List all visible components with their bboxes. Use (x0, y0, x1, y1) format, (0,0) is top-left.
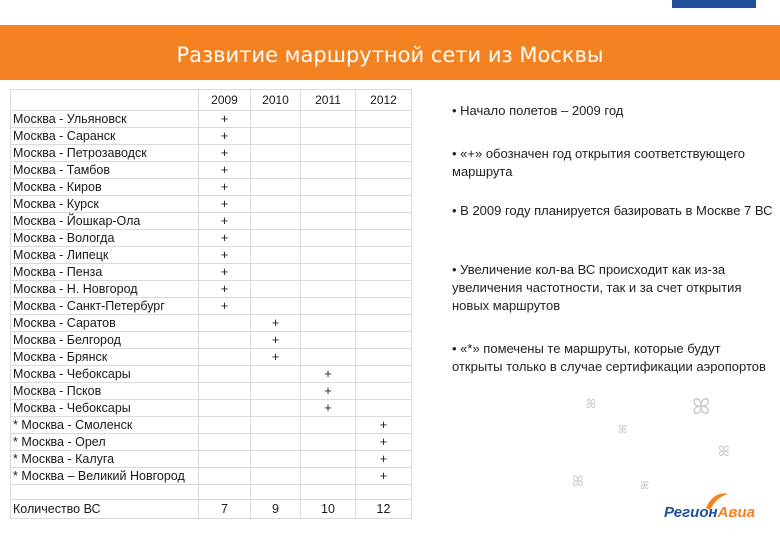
year-mark (301, 230, 356, 247)
year-mark (251, 128, 301, 145)
year-mark (301, 298, 356, 315)
route-name: Москва - Вологда (11, 230, 199, 247)
year-mark (251, 247, 301, 264)
table-header-2009: 2009 (199, 90, 251, 111)
year-mark (301, 264, 356, 281)
year-mark: + (251, 315, 301, 332)
year-mark (356, 349, 412, 366)
route-name: Москва - Саратов (11, 315, 199, 332)
route-name: Москва - Йошкар-Ола (11, 213, 199, 230)
table-header-route (11, 90, 199, 111)
note-fleet-growth: • Увеличение кол-ва ВС происходит как из-за увеличения частотности, так и за счет открытия новых маршрутов (452, 262, 742, 313)
table-row (11, 315, 412, 332)
route-name: Москва - Ульяновск (11, 111, 199, 128)
year-mark (301, 315, 356, 332)
year-mark: + (199, 264, 251, 281)
year-mark (356, 111, 412, 128)
table-row (11, 111, 412, 128)
year-mark (301, 247, 356, 264)
year-mark (301, 451, 356, 468)
table-row (11, 145, 412, 162)
total-value: 10 (301, 500, 356, 519)
year-mark (301, 145, 356, 162)
table-row (11, 298, 412, 315)
year-mark (356, 315, 412, 332)
year-mark (301, 196, 356, 213)
table-row (11, 281, 412, 298)
table-row (11, 400, 412, 417)
butterfly-icon: ꕤ (718, 444, 730, 460)
year-mark (356, 179, 412, 196)
year-mark (301, 162, 356, 179)
route-name: Москва - Петрозаводск (11, 145, 199, 162)
logo-text (664, 504, 755, 521)
year-mark (356, 366, 412, 383)
year-mark (251, 179, 301, 196)
year-mark (251, 468, 301, 485)
butterfly-icon: ꕤ (640, 479, 650, 492)
year-mark: + (199, 128, 251, 145)
year-mark (199, 434, 251, 451)
empty-cell (199, 485, 251, 500)
table-row (11, 230, 412, 247)
route-name: * Москва - Смоленск (11, 417, 199, 434)
table-row (11, 332, 412, 349)
route-name: * Москва – Великий Новгород (11, 468, 199, 485)
year-mark: + (356, 468, 412, 485)
spacer-row (11, 485, 412, 500)
year-mark: + (356, 451, 412, 468)
table-row (11, 247, 412, 264)
total-row (11, 500, 412, 519)
year-mark (356, 383, 412, 400)
year-mark: + (301, 366, 356, 383)
note-start-date: • Начало полетов – 2009 год (452, 103, 624, 118)
year-mark (251, 366, 301, 383)
year-mark (199, 400, 251, 417)
table-row (11, 366, 412, 383)
year-mark (301, 213, 356, 230)
empty-cell (11, 485, 199, 500)
note-plus-meaning: • «+» обозначен год открытия соответствующего маршрута (452, 146, 746, 179)
year-mark (301, 434, 356, 451)
year-mark: + (356, 417, 412, 434)
year-mark: + (199, 230, 251, 247)
total-value: 9 (251, 500, 301, 519)
year-mark (199, 383, 251, 400)
year-mark (251, 400, 301, 417)
route-name: Москва - Тамбов (11, 162, 199, 179)
year-mark: + (199, 213, 251, 230)
route-name: Москва - Санкт-Петербург (11, 298, 199, 315)
year-mark (199, 451, 251, 468)
empty-cell (301, 485, 356, 500)
year-mark (251, 111, 301, 128)
year-mark: + (199, 145, 251, 162)
year-mark: + (199, 111, 251, 128)
title-banner (0, 25, 780, 80)
year-mark (251, 264, 301, 281)
year-mark (356, 145, 412, 162)
year-mark (199, 315, 251, 332)
year-mark (251, 162, 301, 179)
year-mark (251, 145, 301, 162)
region-avia-logo (664, 490, 774, 530)
total-value: 12 (356, 500, 412, 519)
year-mark (251, 417, 301, 434)
table-row (11, 451, 412, 468)
year-mark (251, 196, 301, 213)
year-mark (199, 417, 251, 434)
year-mark (251, 434, 301, 451)
table-row (11, 417, 412, 434)
note-aircraft-base: • В 2009 году планируется базировать в Москве 7 ВС (452, 203, 773, 218)
table-row (11, 468, 412, 485)
year-mark (251, 281, 301, 298)
logo-text-part1: Регион (664, 504, 718, 521)
year-mark (356, 128, 412, 145)
year-mark: + (199, 298, 251, 315)
top-accent-bar (672, 0, 756, 8)
year-mark (356, 332, 412, 349)
empty-cell (251, 485, 301, 500)
year-mark (251, 383, 301, 400)
route-name: Москва - Чебоксары (11, 400, 199, 417)
year-mark: + (199, 281, 251, 298)
year-mark: + (356, 434, 412, 451)
route-name: Москва - Псков (11, 383, 199, 400)
route-name: Москва - Курск (11, 196, 199, 213)
year-mark: + (251, 349, 301, 366)
route-name: Москва - Белгород (11, 332, 199, 349)
year-mark (356, 230, 412, 247)
year-mark (356, 247, 412, 264)
table-header-row (11, 90, 412, 111)
empty-cell (356, 485, 412, 500)
table-row (11, 264, 412, 281)
table-header-2012: 2012 (356, 90, 412, 111)
route-name: Москва - Н. Новгород (11, 281, 199, 298)
table-row (11, 179, 412, 196)
year-mark (251, 230, 301, 247)
year-mark (301, 128, 356, 145)
routes-table (10, 89, 412, 519)
table-row (11, 196, 412, 213)
year-mark (301, 468, 356, 485)
year-mark (356, 281, 412, 298)
route-name: Москва - Липецк (11, 247, 199, 264)
table-row (11, 213, 412, 230)
total-label: Количество ВС (11, 500, 199, 519)
route-name: * Москва - Калуга (11, 451, 199, 468)
year-mark (301, 417, 356, 434)
year-mark (251, 298, 301, 315)
table-header-2011: 2011 (301, 90, 356, 111)
year-mark (199, 349, 251, 366)
year-mark: + (301, 383, 356, 400)
year-mark (356, 298, 412, 315)
year-mark (251, 451, 301, 468)
total-value: 7 (199, 500, 251, 519)
year-mark: + (251, 332, 301, 349)
year-mark (356, 162, 412, 179)
table-header-2010: 2010 (251, 90, 301, 111)
year-mark: + (301, 400, 356, 417)
year-mark (251, 213, 301, 230)
year-mark (199, 332, 251, 349)
table-row (11, 349, 412, 366)
year-mark (301, 349, 356, 366)
route-name: Москва - Чебоксары (11, 366, 199, 383)
butterfly-icon: ꕤ (618, 423, 628, 436)
year-mark: + (199, 247, 251, 264)
year-mark (301, 332, 356, 349)
year-mark (301, 281, 356, 298)
butterfly-icon: ꕤ (586, 397, 596, 411)
route-name: * Москва - Орел (11, 434, 199, 451)
note-asterisk-meaning: • «*» помечены те маршруты, которые будут открыты только в случае сертификации аэропортов (452, 341, 766, 374)
table-row (11, 162, 412, 179)
year-mark (301, 111, 356, 128)
table-row (11, 434, 412, 451)
page-title: Развитие маршрутной сети из Москвы (176, 42, 604, 67)
butterfly-icon: ꕤ (572, 474, 584, 490)
year-mark (356, 213, 412, 230)
year-mark (199, 468, 251, 485)
route-name: Москва - Пенза (11, 264, 199, 281)
year-mark: + (199, 196, 251, 213)
year-mark: + (199, 179, 251, 196)
route-name: Москва - Брянск (11, 349, 199, 366)
butterfly-icon: ꕤ (692, 395, 711, 420)
route-name: Москва - Киров (11, 179, 199, 196)
year-mark (301, 179, 356, 196)
table-row (11, 383, 412, 400)
year-mark (199, 366, 251, 383)
table-row (11, 128, 412, 145)
year-mark (356, 400, 412, 417)
route-name: Москва - Саранск (11, 128, 199, 145)
year-mark (356, 196, 412, 213)
year-mark: + (199, 162, 251, 179)
logo-text-part2: Авиа (717, 504, 755, 521)
year-mark (356, 264, 412, 281)
